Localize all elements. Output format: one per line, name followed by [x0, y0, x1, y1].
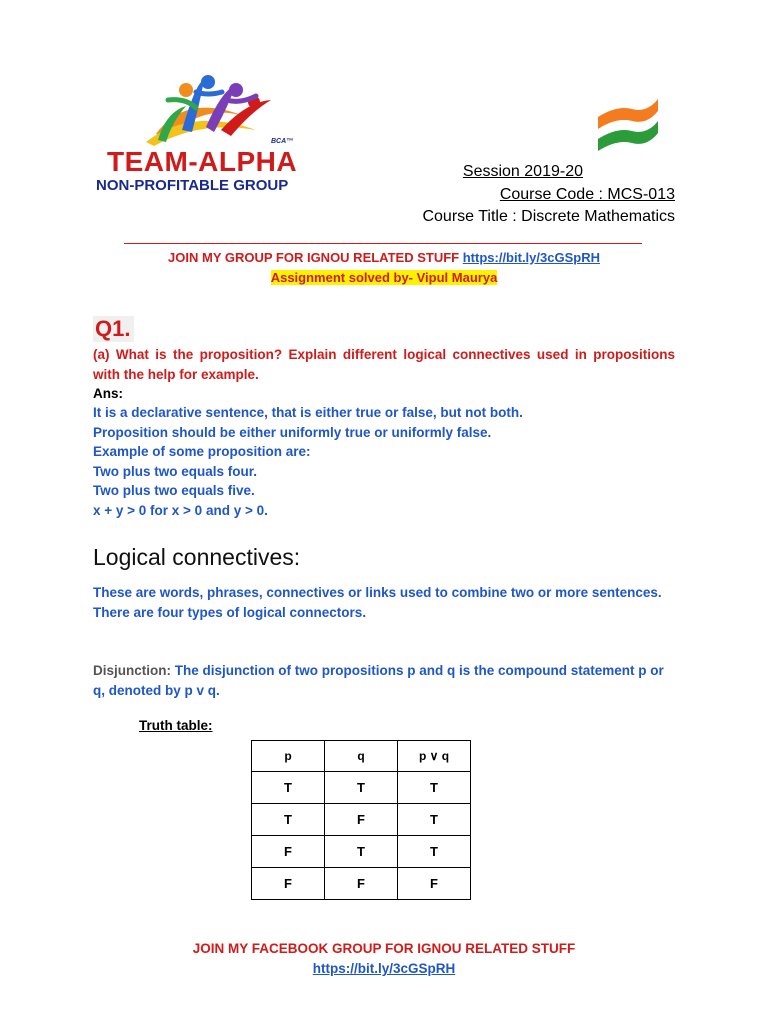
table-cell: T	[252, 772, 325, 804]
table-row	[252, 836, 471, 868]
logo-title: TEAM-ALPHA	[107, 146, 298, 177]
question-number: Q1.	[93, 316, 134, 342]
join-banner	[0, 250, 768, 265]
table-cell: F	[252, 836, 325, 868]
footer-text: JOIN MY FACEBOOK GROUP FOR IGNOU RELATED STUFF	[192, 941, 576, 956]
answer-line: x + y > 0 for x > 0 and y > 0.	[93, 502, 268, 518]
session-label: Session 2019-20	[462, 163, 583, 180]
column-header: p ∨ q	[398, 741, 471, 772]
table-cell: F	[325, 804, 398, 836]
join-banner-text: JOIN MY GROUP FOR IGNOU RELATED STUFF	[168, 250, 460, 265]
india-flag-icon	[592, 95, 662, 155]
column-header: q	[325, 741, 398, 772]
section-description	[93, 583, 675, 622]
answer-line: Two plus two equals four.	[93, 463, 258, 479]
logo-trademark: BCA™	[271, 138, 294, 145]
logo-subtitle: NON-PROFITABLE GROUP	[96, 177, 289, 194]
table-cell: T	[398, 804, 471, 836]
truth-table	[251, 740, 471, 900]
table-cell: T	[325, 772, 398, 804]
answer-line: Two plus two equals five.	[93, 483, 255, 498]
truth-table-label: Truth table:	[139, 718, 213, 733]
answer-line: Proposition should be either uniformly true or uniformly false.	[93, 424, 492, 440]
disjunction-text: The disjunction of two propositions p and q is the compound statement p or q, denoted by p v q.	[93, 663, 664, 698]
answer-line: Example of some proposition are:	[93, 444, 311, 459]
disjunction-definition	[93, 661, 675, 700]
course-title: Course Title : Discrete Mathematics	[422, 208, 675, 225]
divider	[124, 243, 642, 244]
table-row	[252, 804, 471, 836]
answer-body	[93, 403, 675, 520]
description-line: There are four types of logical connectors.	[93, 604, 367, 620]
solved-by-text: Assignment solved by- Vipul Maurya	[270, 270, 498, 285]
question-text: (a) What is the proposition? Explain different logical connectives used in propositions with the help for example.	[93, 347, 675, 382]
answer-line: It is a declarative sentence, that is either true or false, but not both.	[93, 405, 523, 420]
table-cell: F	[252, 868, 325, 900]
section-heading: Logical connectives:	[93, 544, 301, 570]
footer-link[interactable]: https://bit.ly/3cGSpRH	[312, 961, 456, 976]
team-alpha-logo	[96, 72, 326, 202]
table-cell: F	[325, 868, 398, 900]
table-cell: T	[398, 772, 471, 804]
join-banner-link[interactable]: https://bit.ly/3cGSpRH	[462, 250, 600, 265]
course-code: Course Code : MCS-013	[499, 186, 675, 203]
table-cell: T	[325, 836, 398, 868]
table-row	[252, 772, 471, 804]
table-cell: T	[398, 836, 471, 868]
table-cell: T	[252, 804, 325, 836]
column-header: p	[252, 741, 325, 772]
table-header-row	[252, 741, 471, 772]
answer-label: Ans:	[93, 386, 123, 401]
table-row	[252, 868, 471, 900]
description-line: These are words, phrases, connectives or links used to combine two or more sentences.	[93, 585, 662, 600]
footer-link-wrap	[0, 961, 768, 976]
solved-by	[0, 270, 768, 285]
table-cell: F	[398, 868, 471, 900]
disjunction-label: Disjunction:	[93, 663, 171, 678]
